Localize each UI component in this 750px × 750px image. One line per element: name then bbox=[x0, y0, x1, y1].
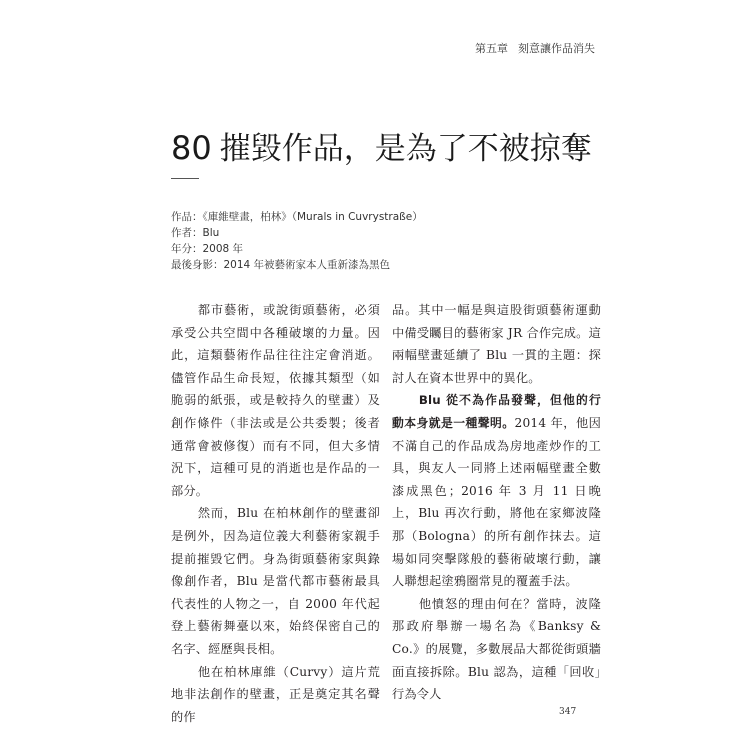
paragraph: 他憤怒的理由何在？當時，波隆那政府舉辦一場名為《Banksy & Co.》的展覽，多數展品大都從街頭牆面直接拆除。Blu 認為，這種「回收」行為令人 bbox=[392, 596, 601, 702]
body-column-right bbox=[392, 299, 601, 706]
bold-statement: Blu 從不為作品發聲，但他的行動本身就是一種聲明。 bbox=[392, 393, 601, 430]
page-number: 347 bbox=[559, 707, 577, 717]
paragraph: 然而，Blu 在柏林創作的壁畫卻是例外，因為這位義大利藝術家親手提前摧毀它們。身為街頭藝術家與錄像創作者，Blu 是當代都市藝術最具代表性的人物之一，自 2000 年代起登上藝術舞臺以來，始終保密自己的名字、經歷與長相。 bbox=[171, 506, 380, 656]
running-header bbox=[475, 40, 595, 56]
chapter-title: 刻意讓作品消失 bbox=[518, 42, 595, 55]
last-appearance-line: 最後身影：2014 年被藝術家本人重新漆為黑色 bbox=[171, 259, 391, 271]
section-number: 80 bbox=[171, 129, 212, 167]
paragraph bbox=[392, 389, 601, 592]
chapter-label: 第五章 bbox=[475, 42, 508, 55]
section-title-text: 摧毀作品，是為了不被掠奪 bbox=[219, 131, 592, 167]
paragraph: 他在柏林庫維（Curvy）這片荒地非法創作的壁畫，正是奠定其名聲的作 bbox=[171, 664, 380, 724]
paragraph: 品。其中一幅是與這股街頭藝術運動中備受矚目的藝術家 JR 合作完成。這兩幅壁畫延續了 Blu 一貫的主題：探討人在資本世界中的異化。 bbox=[392, 303, 601, 385]
title-divider bbox=[171, 178, 199, 179]
artist-line: 作者：Blu bbox=[171, 227, 220, 239]
body-column-left bbox=[171, 299, 380, 728]
year-line: 年分：2008 年 bbox=[171, 243, 244, 255]
paragraph-text: 2014 年，他因不滿自己的作品成為房地產炒作的工具，與友人一同將上述兩幅壁畫全數漆成黑色；2016 年 3 月 11 日晚上，Blu 再次行動，將他在家鄉波隆那（Bologna）的所有創作抹去。這場如同突擊隊般的藝術破壞行動，讓人聯想起塗鴉圈常見的覆蓋手法。 bbox=[392, 415, 601, 589]
section-title bbox=[171, 128, 591, 169]
artwork-info bbox=[171, 209, 591, 273]
paragraph: 都市藝術，或說街頭藝術，必須承受公共空間中各種破壞的力量。因此，這類藝術作品往往注定會消逝。儘管作品生命長短，依據其類型（如脆弱的紙張，或是較持久的壁畫）及創作條件（非法或是公共委製；後者通常會被修復）而有不同，但大多情況下，這種可見的消逝也是作品的一部分。 bbox=[171, 303, 380, 498]
artwork-title-line: 作品：《庫維壁畫，柏林》（Murals in Cuvrystraße） bbox=[171, 211, 423, 223]
